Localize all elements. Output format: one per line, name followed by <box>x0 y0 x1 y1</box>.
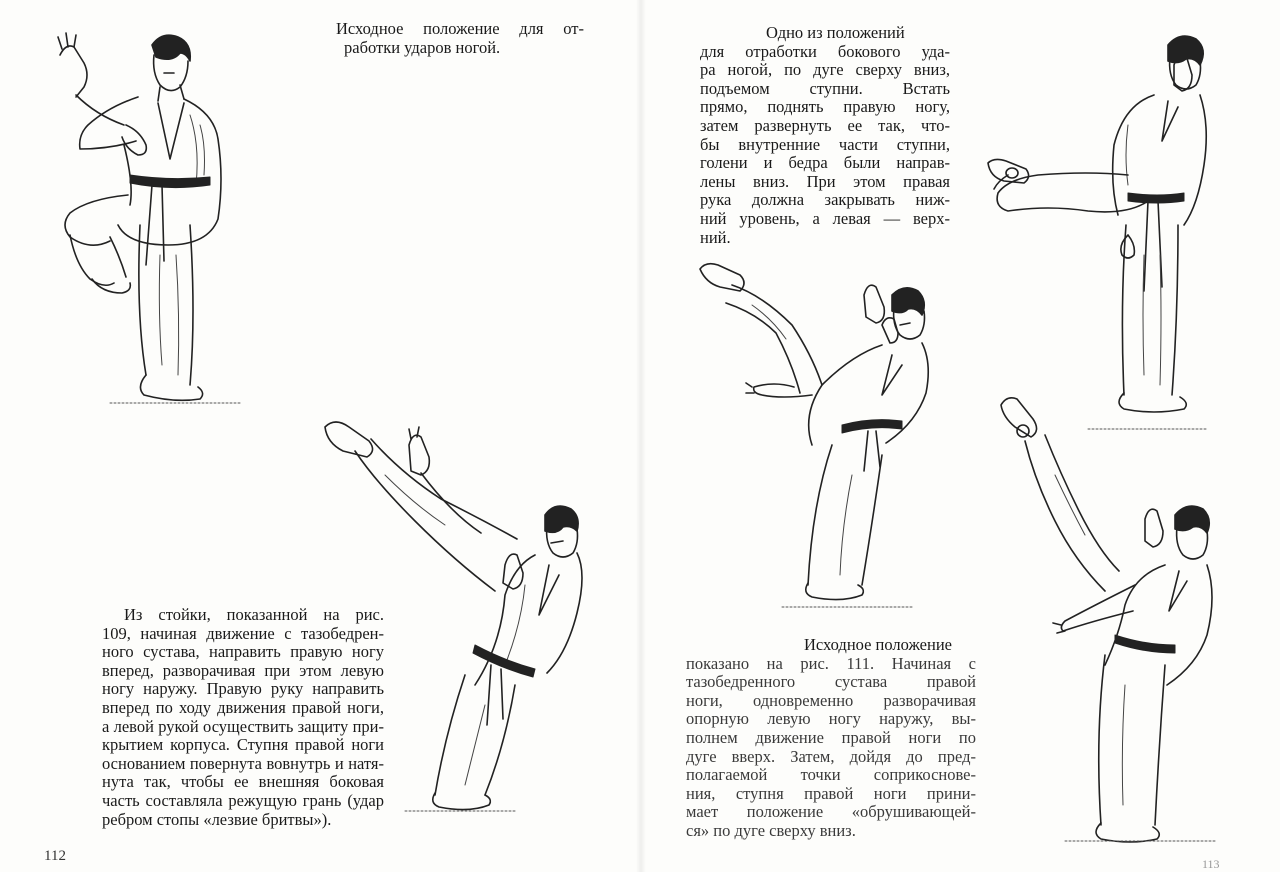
caption-line: ра ногой, по дуге сверху вниз, <box>700 60 950 80</box>
caption-line: ногу наружу. Правую руку направить <box>102 679 384 699</box>
caption-line: ний уровень, а левая — верх- <box>700 208 950 228</box>
caption-line: часть составляла режущую грань (удар <box>102 790 384 810</box>
caption-line: Исходное положение <box>804 635 952 654</box>
caption-line: рука должна закрывать ниж- <box>700 190 950 210</box>
caption-side-kick <box>700 24 950 247</box>
caption-front-kick <box>102 606 384 829</box>
caption-crescent-kick <box>686 636 976 841</box>
caption-line: а левой рукой осуществить защиту при- <box>102 716 384 736</box>
caption-line: нута так, чтобы ее внешняя боковая <box>102 772 384 792</box>
karateka-knee-turn-icon <box>978 25 1213 435</box>
caption-line: крытием корпуса. Ступня правой ноги <box>102 735 384 755</box>
caption-line: ния, ступня правой ноги прини- <box>686 783 976 803</box>
caption-line: подъемом ступни. Встать <box>700 78 950 98</box>
karateka-crescent-kick-icon <box>995 395 1225 845</box>
caption-line: лены вниз. При этом правая <box>700 171 950 191</box>
caption-line: вперед, разворачивая при этом левую <box>102 660 384 680</box>
right-page <box>640 0 1280 872</box>
page-number-right: 113 <box>1202 857 1220 871</box>
karateka-knee-raise-icon <box>40 25 250 410</box>
caption-line: ноги, одновременно разворачивая <box>686 690 976 710</box>
caption-line: для отработки бокового уда- <box>700 41 950 61</box>
caption-line: ного сустава, направить правую ногу <box>102 642 384 662</box>
caption-line: полагаемой точки соприкоснове- <box>686 765 976 785</box>
caption-line: опорную левую ногу наружу, вы- <box>686 709 976 729</box>
caption-line: тазобедренного сустава правой <box>686 672 976 692</box>
caption-line: 109, начиная движение с тазобедрен- <box>102 623 384 643</box>
caption-line: ний. <box>700 227 731 247</box>
caption-line: Одно из положений <box>766 23 905 42</box>
caption-line: ся» по дуге сверху вниз. <box>686 820 856 840</box>
caption-line: основанием повернута вовнутрь и натя- <box>102 753 384 773</box>
caption-line: показано на рис. 111. Начиная с <box>686 653 976 673</box>
caption-line: голени и бедра были направ- <box>700 153 950 173</box>
caption-line: полнем движение правой ноги по <box>686 727 976 747</box>
caption-line: Исходное положение для от- <box>336 19 584 38</box>
karateka-side-kick-icon <box>692 255 952 615</box>
caption-line: вперед по ходу движения правой ноги, <box>102 697 384 717</box>
caption-line: затем развернуть ее так, что- <box>700 115 950 135</box>
caption-line: мает положение «обрушивающей- <box>686 802 976 822</box>
caption-line: Из стойки, показанной на рис. <box>124 605 384 624</box>
caption-stance <box>336 20 584 57</box>
caption-line: прямо, поднять правую ногу, <box>700 97 950 117</box>
caption-line: бы внутренние части ступни, <box>700 134 950 154</box>
caption-line: ребром стопы «лезвие бритвы»). <box>102 809 332 829</box>
caption-line: работки ударов ногой. <box>344 37 501 57</box>
caption-line: дуге вверх. Затем, дойдя до пред- <box>686 746 976 766</box>
page-number-left: 112 <box>44 848 66 864</box>
